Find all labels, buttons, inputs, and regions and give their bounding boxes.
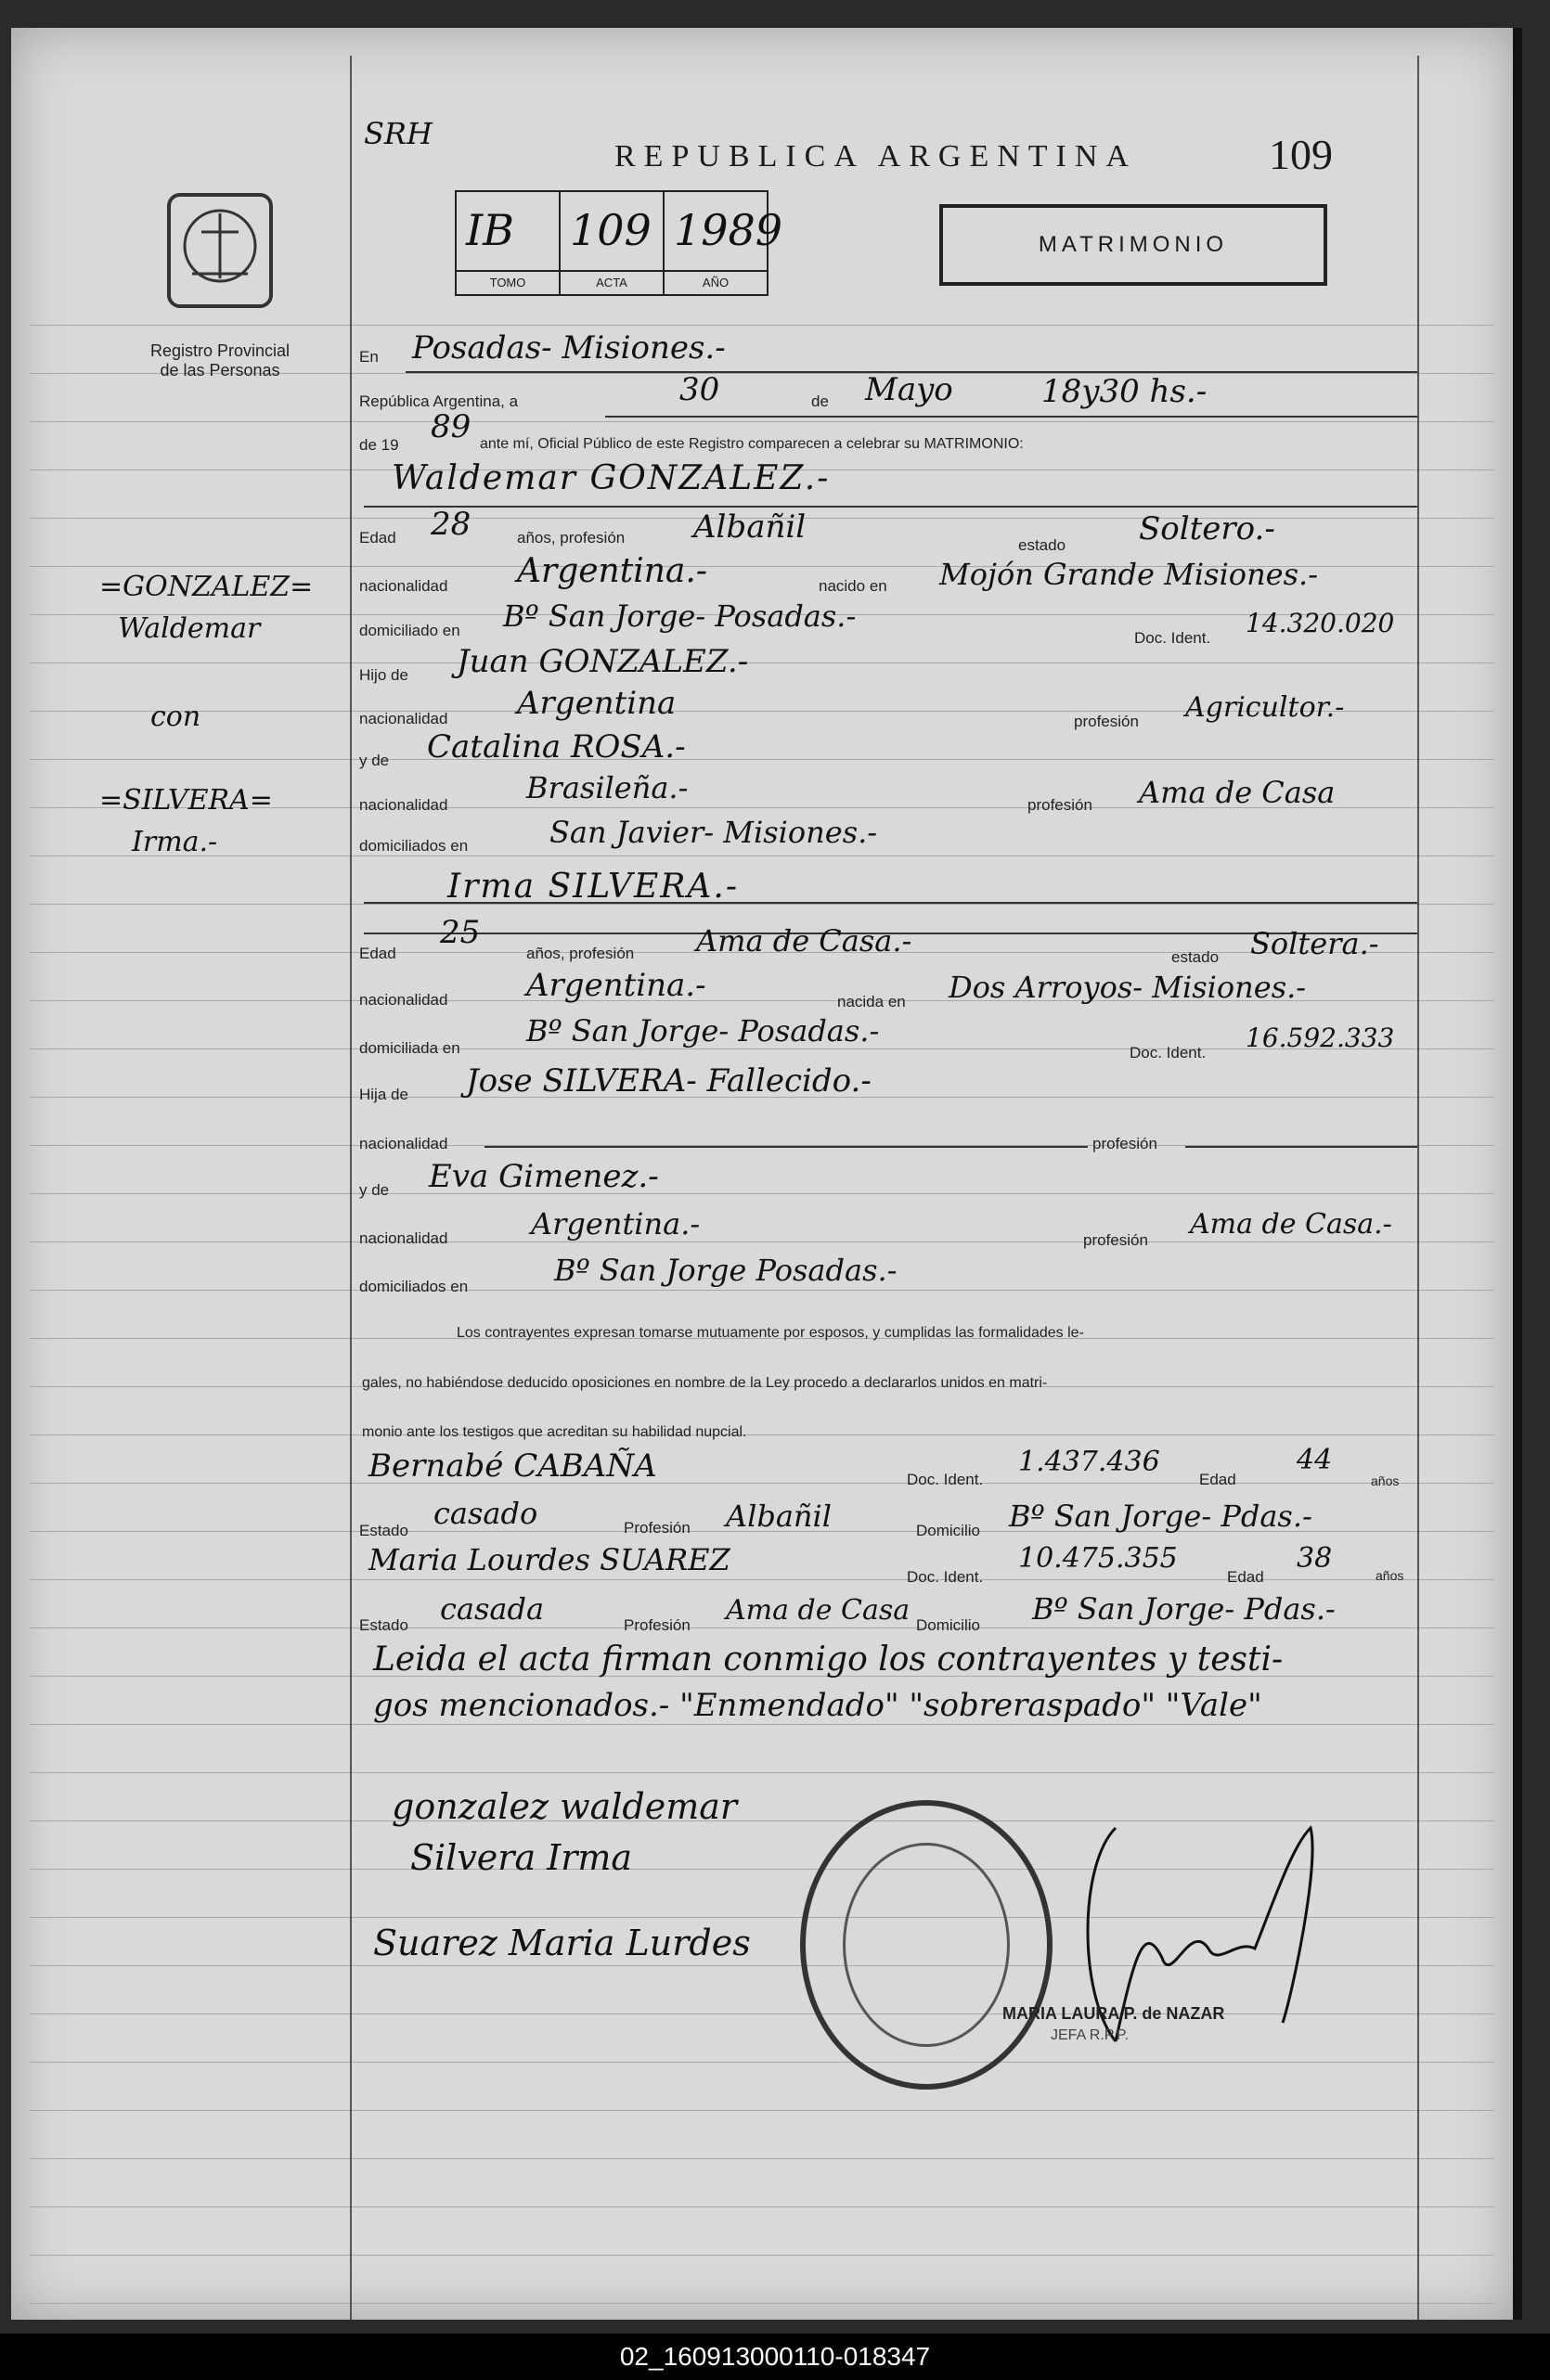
declaration: ante mí, Oficial Público de este Registro comparecen a celebrar su MATRIMONIO: bbox=[480, 436, 1024, 452]
acta-label: ACTA bbox=[561, 270, 663, 294]
bride-edad: 25 bbox=[440, 914, 481, 951]
groom-madre-prof-label: profesión bbox=[1027, 796, 1092, 814]
groom-nacido: Mojón Grande Misiones.- bbox=[939, 557, 1319, 592]
bride-nac-label: nacionalidad bbox=[359, 991, 448, 1009]
witness1-name: Bernabé CABAÑA bbox=[368, 1447, 657, 1485]
ruled-line bbox=[30, 1193, 1494, 1194]
year-suffix: 89 bbox=[431, 408, 471, 445]
bride-edad-label: Edad bbox=[359, 945, 396, 962]
witness2-doc-label: Doc. Ident. bbox=[907, 1568, 984, 1586]
ruled-line bbox=[30, 1434, 1494, 1435]
ruled-line bbox=[30, 421, 1494, 422]
ano-label: AÑO bbox=[665, 270, 767, 294]
groom-doc: 14.320.020 bbox=[1246, 608, 1395, 638]
witness2-domicilio: Bº San Jorge- Pdas.- bbox=[1032, 1591, 1336, 1627]
bride-madre-prof-label: profesión bbox=[1083, 1231, 1148, 1249]
ruled-line bbox=[30, 904, 1494, 905]
signature-bride: Silvera Irma bbox=[410, 1837, 633, 1878]
ruled-line bbox=[30, 2158, 1494, 2159]
groom-edad: 28 bbox=[431, 506, 471, 543]
witness2-edad: 38 bbox=[1297, 1542, 1333, 1575]
groom-doms-label: domiciliados en bbox=[359, 837, 469, 855]
rule bbox=[484, 1146, 1088, 1148]
scan-code: 02_160913000110-018347 bbox=[0, 2334, 1550, 2380]
tomo-box bbox=[457, 192, 561, 294]
witness1-prof-label: Profesión bbox=[624, 1519, 691, 1537]
bride-name: Irma SILVERA.- bbox=[447, 868, 739, 906]
right-rule bbox=[1417, 56, 1419, 2320]
rule bbox=[1185, 1146, 1417, 1148]
margin-name1: Waldemar bbox=[118, 612, 261, 645]
ruled-line bbox=[30, 1772, 1494, 1773]
bride-estado-label: estado bbox=[1171, 948, 1220, 966]
republica-label: República Argentina, a bbox=[359, 392, 519, 410]
bride-doc: 16.592.333 bbox=[1246, 1023, 1395, 1053]
witness2-estado: casada bbox=[440, 1591, 545, 1627]
groom-nacido-label: nacido en bbox=[819, 577, 887, 595]
witness2-doc: 10.475.355 bbox=[1018, 1542, 1178, 1575]
tomo-value: IB bbox=[466, 205, 514, 255]
statement-line1: Los contrayentes expresan tomarse mutuamente por esposos, y cumplidas las formalidades le- bbox=[457, 1325, 1084, 1341]
bride-profesion: Ama de Casa.- bbox=[696, 923, 912, 958]
time-value: 18y30 hs.- bbox=[1041, 373, 1208, 410]
groom-nacionalidad: Argentina.- bbox=[517, 552, 707, 590]
groom-name: Waldemar GONZALEZ.- bbox=[392, 459, 831, 497]
groom-nac-label: nacionalidad bbox=[359, 577, 448, 595]
ruled-line bbox=[30, 2110, 1494, 2111]
document-title: MATRIMONIO bbox=[939, 204, 1327, 286]
witness1-estado: casado bbox=[433, 1496, 538, 1531]
closing-line2: gos mencionados.- "Enmendado" "sobreraspado" "Vale" bbox=[373, 1687, 1262, 1724]
groom-padre-prof: Agricultor.- bbox=[1185, 691, 1345, 724]
groom-madre-nac: Brasileña.- bbox=[526, 770, 689, 805]
statement-line3: monio ante los testigos que acreditan su habilidad nupcial. bbox=[362, 1424, 747, 1440]
margin-surname1: =GONZALEZ= bbox=[99, 571, 314, 603]
witness1-profesion: Albañil bbox=[726, 1499, 832, 1534]
witness1-edad: 44 bbox=[1297, 1444, 1333, 1476]
groom-edad-label: Edad bbox=[359, 529, 396, 547]
groom-estado: Soltero.- bbox=[1139, 510, 1275, 547]
bride-padre-prof-label: profesión bbox=[1092, 1135, 1157, 1152]
groom-doms: San Javier- Misiones.- bbox=[549, 815, 878, 850]
bride-madre: Eva Gimenez.- bbox=[429, 1158, 659, 1195]
ruled-line bbox=[30, 2206, 1494, 2207]
bride-padre-nac-label: nacionalidad bbox=[359, 1135, 448, 1152]
tomo-label: TOMO bbox=[457, 270, 559, 294]
srh-mark: SRH bbox=[364, 116, 433, 151]
witness2-dom-label: Domicilio bbox=[916, 1616, 980, 1634]
acta-box bbox=[561, 192, 665, 294]
groom-dom-label: domiciliado en bbox=[359, 622, 460, 639]
place-value: Posadas- Misiones.- bbox=[412, 329, 726, 367]
witness2-prof-label: Profesión bbox=[624, 1616, 691, 1634]
witness1-doc-label: Doc. Ident. bbox=[907, 1471, 984, 1488]
witness2-name: Maria Lourdes SUAREZ bbox=[368, 1542, 730, 1577]
groom-padre-prof-label: profesión bbox=[1074, 713, 1139, 730]
groom-padre-nac: Argentina bbox=[517, 685, 677, 722]
witness2-estado-label: Estado bbox=[359, 1616, 408, 1634]
registry-page bbox=[11, 28, 1522, 2320]
ruled-line bbox=[30, 325, 1494, 326]
witness1-edad-label: Edad bbox=[1199, 1471, 1236, 1488]
bride-madre-nac: Argentina.- bbox=[531, 1206, 701, 1241]
signature-witness: Suarez Maria Lurdes bbox=[373, 1923, 751, 1963]
groom-madre-prof: Ama de Casa bbox=[1139, 775, 1336, 810]
groom-padre-nac-label: nacionalidad bbox=[359, 710, 448, 727]
margin-con: con bbox=[150, 701, 201, 733]
de-label: de bbox=[811, 392, 829, 410]
official-stamp bbox=[800, 1800, 1053, 2090]
margin-name2: Irma.- bbox=[132, 826, 218, 858]
ruled-line bbox=[30, 2255, 1494, 2256]
groom-prof-label: años, profesión bbox=[517, 529, 626, 547]
bride-doms-label: domiciliados en bbox=[359, 1278, 469, 1295]
witness1-anos: años bbox=[1371, 1473, 1400, 1488]
year-prefix: de 19 bbox=[359, 436, 399, 454]
ruled-line bbox=[30, 1627, 1494, 1628]
witness2-anos: años bbox=[1376, 1568, 1404, 1583]
groom-madre: Catalina ROSA.- bbox=[427, 728, 686, 765]
witness2-edad-label: Edad bbox=[1227, 1568, 1264, 1586]
groom-yde-label: y de bbox=[359, 752, 390, 769]
ano-value: 1989 bbox=[674, 205, 783, 255]
record-boxes bbox=[455, 190, 783, 296]
en-label: En bbox=[359, 348, 379, 366]
ruled-line bbox=[30, 1579, 1494, 1580]
witness1-domicilio: Bº San Jorge- Pdas.- bbox=[1009, 1499, 1312, 1534]
witness1-estado-label: Estado bbox=[359, 1522, 408, 1539]
margin-rule bbox=[350, 56, 352, 2320]
groom-estado-label: estado bbox=[1018, 536, 1066, 554]
bride-nacida-label: nacida en bbox=[837, 993, 906, 1010]
ruled-line bbox=[30, 1290, 1494, 1291]
rule bbox=[605, 416, 1417, 418]
ruled-line bbox=[30, 759, 1494, 760]
day-value: 30 bbox=[679, 371, 720, 408]
bride-nacionalidad: Argentina.- bbox=[526, 967, 706, 1004]
witness1-doc: 1.437.436 bbox=[1018, 1446, 1160, 1478]
bride-dom-label: domiciliada en bbox=[359, 1039, 460, 1057]
witness1-dom-label: Domicilio bbox=[916, 1522, 980, 1539]
country-heading: REPUBLICA ARGENTINA bbox=[614, 139, 1137, 174]
registry-label: Registro Provincial de las Personas bbox=[149, 341, 291, 380]
signature-groom: gonzalez waldemar bbox=[392, 1786, 738, 1827]
groom-madre-nac-label: nacionalidad bbox=[359, 796, 448, 814]
ano-box bbox=[665, 192, 783, 294]
official-signature-icon bbox=[1060, 1809, 1338, 2106]
folio-number: 109 bbox=[1269, 131, 1333, 178]
statement-line2: gales, no habiéndose deducido oposiciones en nombre de la Ley procedo a declararlos unidos en matri- bbox=[362, 1375, 1048, 1391]
bride-nacida: Dos Arroyos- Misiones.- bbox=[949, 970, 1307, 1005]
ruled-line bbox=[30, 2303, 1494, 2304]
ruled-line bbox=[30, 1724, 1494, 1725]
bride-prof-label: años, profesión bbox=[526, 945, 635, 962]
groom-padre: Juan GONZALEZ.- bbox=[457, 643, 749, 680]
official-title: JEFA R.P.P. bbox=[1051, 2027, 1129, 2043]
groom-hijo-label: Hijo de bbox=[359, 666, 408, 684]
groom-profesion: Albañil bbox=[693, 508, 807, 546]
bride-doms: Bº San Jorge Posadas.- bbox=[554, 1253, 898, 1288]
bride-estado: Soltera.- bbox=[1250, 926, 1379, 961]
bride-padre: Jose SILVERA- Fallecido.- bbox=[466, 1062, 872, 1100]
margin-surname2: =SILVERA= bbox=[99, 784, 273, 817]
rule bbox=[364, 506, 1417, 508]
bride-hija-label: Hija de bbox=[359, 1086, 408, 1103]
bride-madre-prof: Ama de Casa.- bbox=[1190, 1208, 1392, 1241]
bride-domicilio: Bº San Jorge- Posadas.- bbox=[526, 1013, 880, 1048]
acta-value: 109 bbox=[570, 205, 652, 255]
closing-line1: Leida el acta firman conmigo los contrayentes y testi- bbox=[373, 1640, 1284, 1679]
ruled-line bbox=[30, 1483, 1494, 1484]
groom-doc-label: Doc. Ident. bbox=[1134, 629, 1211, 647]
groom-domicilio: Bº San Jorge- Posadas.- bbox=[503, 598, 857, 634]
registry-seal-icon bbox=[160, 186, 280, 315]
month-value: Mayo bbox=[865, 371, 953, 408]
bride-yde-label: y de bbox=[359, 1181, 390, 1199]
ruled-line bbox=[30, 1241, 1494, 1242]
official-name: MARIA LAURA P. de NAZAR bbox=[1002, 2004, 1225, 2023]
bride-doc-label: Doc. Ident. bbox=[1130, 1044, 1207, 1061]
bride-madre-nac-label: nacionalidad bbox=[359, 1229, 448, 1247]
witness2-profesion: Ama de Casa bbox=[726, 1594, 911, 1627]
